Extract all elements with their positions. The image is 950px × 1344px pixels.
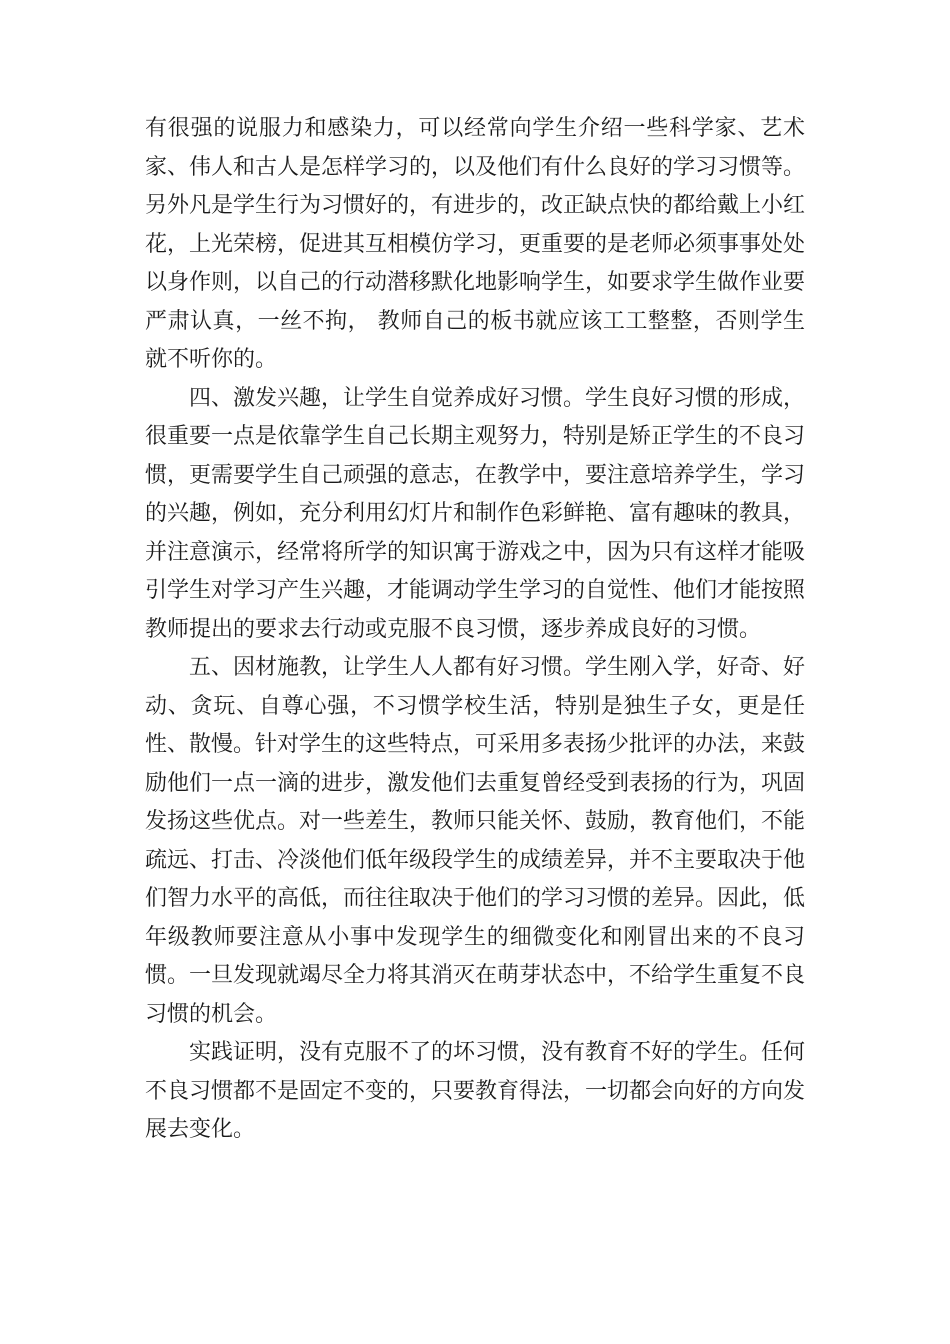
paragraph-conclusion: 实践证明，没有克服不了的坏习惯，没有教育不好的学生。任何不良习惯都不是固定不变的，只要教育得法，一切都会向好的方向发展去变化。 (145, 1040, 806, 1142)
document-body (145, 110, 805, 1150)
paragraph-section-five: 五、因材施教，让学生人人都有好习惯。学生刚入学，好奇、好动、贪玩、自尊心强，不习惯学校生活，特别是独生子女，更是任性、散慢。针对学生的这些特点，可采用多表扬少批评的办法，来鼓励他们一点一滴的进步，激发他们去重复曾经受到表扬的行为，巩固发扬这些优点。对一些差生，教师只能关怀、鼓励，教育他们，不能疏远、打击、冷淡他们低年级段学生的成绩差异，并不主要取决于他们智力水平的高低，而往往取决于他们的学习习惯的差异。因此，低年级教师要注意从小事中发现学生的细微变化和刚冒出来的不良习惯。一旦发现就竭尽全力将其消灭在萌芽状态中，不给学生重复不良习惯的机会。 (145, 655, 806, 1027)
paragraph-section-four: 四、激发兴趣，让学生自觉养成好习惯。学生良好习惯的形成，很重要一点是依靠学生自己长期主观努力，特别是矫正学生的不良习惯，更需要学生自己顽强的意志，在教学中，要注意培养学生，学习的兴趣，例如，充分利用幻灯片和制作色彩鲜艳、富有趣味的教具，并注意演示，经常将所学的知识寓于游戏之中，因为只有这样才能吸引学生对学习产生兴趣，才能调动学生学习的自觉性、他们才能按照教师提出的要求去行动或克服不良习惯，逐步养成良好的习惯。 (145, 385, 806, 642)
paragraph-continuation: 有很强的说服力和感染力，可以经常向学生介绍一些科学家、艺术家、伟人和古人是怎样学习的，以及他们有什么良好的学习习惯等。另外凡是学生行为习惯好的，有进步的，改正缺点快的都给戴上小红花，上光荣榜，促进其互相模仿学习，更重要的是老师必须事事处处以身作则，以自己的行动潜移默化地影响学生，如要求学生做作业要严肃认真，一丝不拘， 教师自己的板书就应该工工整整，否则学生就不听你的。 (145, 116, 806, 372)
